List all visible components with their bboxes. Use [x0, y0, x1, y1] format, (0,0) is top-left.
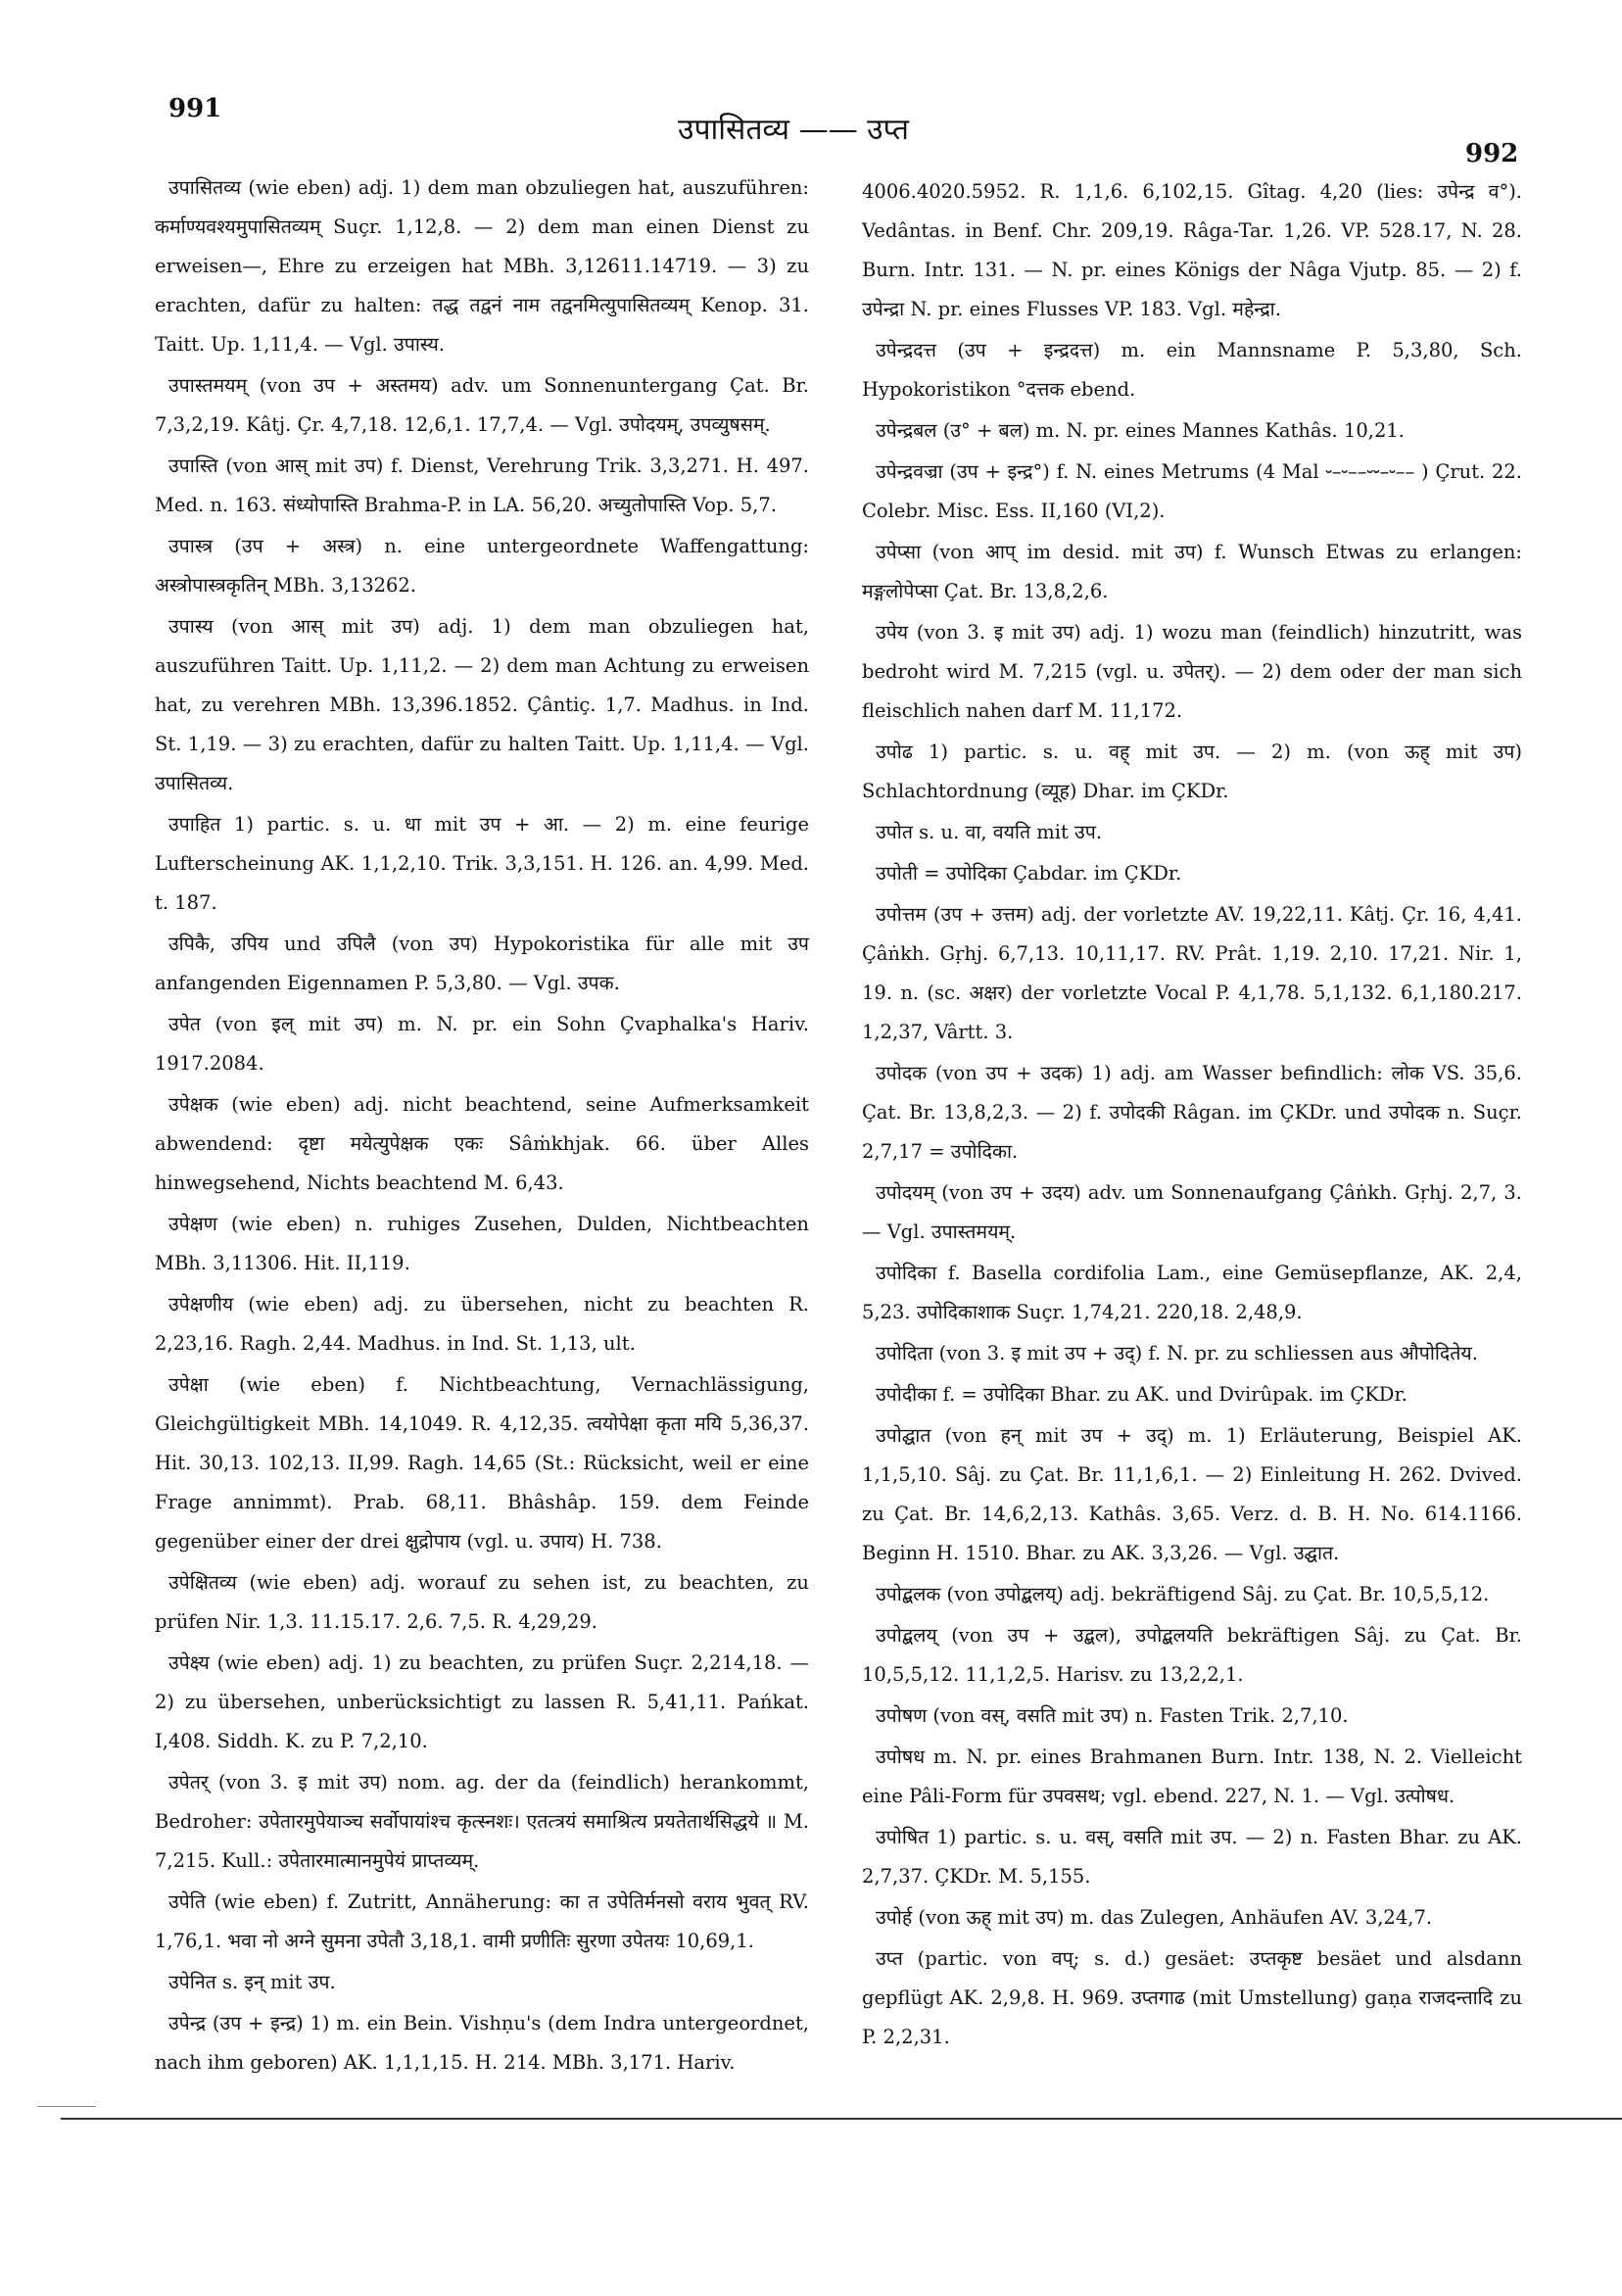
dictionary-entry: उपिकै, उपिय und उपिलै (von उप) Hypokoristika für alle mit उप anfangenden Eigennamen P. 5,3,80. — Vgl. उपक. [155, 933, 809, 994]
dictionary-entry: उपेक्षितव्य (wie eben) adj. worauf zu sehen ist, zu beachten, zu prüfen Nir. 1,3. 11.15.17. 2,6. 7,5. R. 4,29,29. [155, 1571, 809, 1633]
dictionary-entry: उपेन्द्रबल (उ° + बल) m. N. pr. eines Mannes Kathâs. 10,21. [876, 419, 1405, 442]
dictionary-entry: उपेत (von इल् mit उप) m. N. pr. ein Sohn Çvaphalka's Hariv. 1917.2084. [155, 1013, 809, 1075]
dictionary-entry: उपेति (wie eben) f. Zutritt, Annäherung: का त उपेतिर्मनसो वराय भुवत् RV. 1,76,1. भवा नो अग्ने सुमना उपेतौ 3,18,1. वामी प्रणीतिः सुरणा उपेतयः 10,69,1. [155, 1890, 809, 1952]
bottom-rule [61, 2118, 1622, 2120]
dictionary-entry: उपास्य (von आस् mit उप) adj. 1) dem man obzuliegen hat, auszuführen Taitt. Up. 1,11,2. — 2) dem man Achtung zu erweisen hat, zu verehren MBh. 13,396.1852. Çântiç. 1,7. Madhus. in Ind. St. 1,19. — 3) zu erachten, dafür zu halten Taitt. Up. 1,11,4. — Vgl. उपासितव्य. [155, 615, 809, 794]
dictionary-entry: उपोदिता (von 3. इ mit उप + उद्) f. N. pr. zu schliessen aus औपोदितेय. [876, 1342, 1478, 1364]
dictionary-entry: उपोत s. u. वा, वयति mit उप. [876, 821, 1103, 843]
dictionary-entry: उपोढ 1) partic. s. u. वह् mit उप. — 2) m. (von ऊह् mit उप) Schlachtordnung (व्यूह) Dhar. im ÇKDr. [862, 741, 1522, 802]
dictionary-entry: उपेक्षक (wie eben) adj. nicht beachtend, seine Aufmerksamkeit abwendend: दृष्टा मयेत्युपेक्षक एकः Sâṁkhjak. 66. über Alles hinwegsehend, Nichts beachtend M. 6,43. [155, 1093, 809, 1194]
dictionary-entry: उपोद्बलक (von उपोद्बलय्) adj. bekräftigend Sâj. zu Çat. Br. 10,5,5,12. [876, 1583, 1490, 1605]
dictionary-entry: उपेन्द्र (उप + इन्द्र) 1) m. ein Bein. Vishṇu's (dem Indra untergeordnet, nach ihm geboren) AK. 1,1,1,15. H. 214. MBh. 3,171. Hariv. [155, 2012, 809, 2074]
dictionary-entry: उपेक्षणीय (wie eben) adj. zu übersehen, nicht zu beachten R. 2,23,16. Ragh. 2,44. Madhus. in Ind. St. 1,13, ult. [155, 1293, 809, 1355]
dictionary-entry: उपोदक (von उप + उदक) 1) adj. am Wasser befindlich: लोक VS. 35,6. Çat. Br. 13,8,2,3. — 2) f. उपोदकी Râgan. im ÇKDr. und उपोदक n. Suçr. 2,7,17 = उपोदिका. [862, 1062, 1522, 1163]
dictionary-entry: उपेन्द्रदत्त (उप + इन्द्रदत्त) m. ein Mannsname P. 5,3,80, Sch. Hypokoristikon °दत्तक ebend. [862, 339, 1522, 401]
right-column [862, 172, 1522, 2059]
dictionary-entry: उपास्ति (von आस् mit उप) f. Dienst, Verehrung Trik. 3,3,271. H. 497. Med. n. 163. संध्योपास्ति Brahma-P. in LA. 56,20. अच्युतोपास्ति Vop. 5,7. [155, 454, 809, 516]
dictionary-entry: उपाहित 1) partic. s. u. धा mit उप + आ. — 2) m. eine feurige Lufterscheinung AK. 1,1,2,10. Trik. 3,3,151. H. 126. an. 4,99. Med. t. 187. [155, 813, 809, 914]
running-head: उपासितव्य —— उप्त [678, 113, 909, 147]
dictionary-entry: उपोषध m. N. pr. eines Brahmanen Burn. Intr. 138, N. 2. Vielleicht eine Pâli-Form für उपवसथ; vgl. ebend. 227, N. 1. — Vgl. उत्पोषध. [862, 1746, 1522, 1807]
dictionary-entry: 4006.4020.5952. R. 1,1,6. 6,102,15. Gîtag. 4,20 (lies: उपेन्द्र व°). Vedântas. in Benf. Chr. 209,19. Râga-Tar. 1,26. VP. 528.17, N. 28. Burn. Intr. 131. — N. pr. eines Königs der Nâga Vjutp. 85. — 2) f. उपेन्द्रा N. pr. eines Flusses VP. 183. Vgl. महेन्द्रा. [862, 180, 1522, 320]
dictionary-entry: उपेक्षण (wie eben) n. ruhiges Zusehen, Dulden, Nichtbeachten MBh. 3,11306. Hit. II,119. [155, 1213, 809, 1274]
scan-edge-mark [37, 2106, 96, 2107]
dictionary-entry: उपेतर् (von 3. इ mit उप) nom. ag. der da (feindlich) herankommt, Bedroher: उपेतारमुपेयाञ्च सर्वोपायांश्च कृत्स्नशः। एतत्त्रयं समाश्रित्य प्रयतेतार्थसिद्धये ॥ M. 7,215. Kull.: उपेतारमात्मानमुपेयं प्राप्तव्यम्. [155, 1771, 809, 1872]
dictionary-entry: उपेप्सा (von आप् im desid. mit उप) f. Wunsch Etwas zu erlangen: मङ्गलोपेप्सा Çat. Br. 13,8,2,6. [862, 541, 1522, 602]
dictionary-entry: उपासितव्य (wie eben) adj. 1) dem man obzuliegen hat, auszuführen: कर्माण्यवश्यमुपासितव्यम् Suçr. 1,12,8. — 2) dem man einen Dienst zu erweisen—, Ehre zu erzeigen hat MBh. 3,12611.14719. — 3) zu erachten, dafür zu halten: तद्ध तद्वनं नाम तद्वनमित्युपासितव्यम् Kenop. 31. Taitt. Up. 1,11,4. — Vgl. उपास्य. [155, 176, 809, 356]
dictionary-entry: उपोर्ह (von ऊह् mit उप) m. das Zulegen, Anhäufen AV. 3,24,7. [876, 1906, 1433, 1929]
page-number-left: 991 [168, 94, 222, 123]
left-column [155, 168, 809, 2084]
dictionary-entry: उपेक्ष्य (wie eben) adj. 1) zu beachten, zu prüfen Suçr. 2,214,18. — 2) zu übersehen, unberücksichtigt zu lassen R. 5,41,11. Pańkat. I,408. Siddh. K. zu P. 7,2,10. [155, 1651, 809, 1752]
dictionary-entry: उपेन्द्रवज्रा (उप + इन्द्र°) f. N. eines Metrums (4 Mal ⏑–⏑––⏑⏑–⏑–– ) Çrut. 22. Colebr. Misc. Ess. II,160 (VI,2). [862, 460, 1522, 522]
dictionary-entry: उपोदयम् (von उप + उदय) adv. um Sonnenaufgang Çâṅkh. Gṛhj. 2,7, 3. — Vgl. उपास्तमयम्. [862, 1181, 1522, 1243]
dictionary-entry: उपेय (von 3. इ mit उप) adj. 1) wozu man (feindlich) hinzutritt, was bedroht wird M. 7,215 (vgl. u. उपेतर्). — 2) dem oder der man sich fleischlich nahen darf M. 11,172. [862, 621, 1522, 722]
dictionary-entry: उपेनित s. इन् mit उप. [168, 1971, 336, 1993]
dictionary-entry: उपोदीका f. = उपोदिका Bhar. zu AK. und Dvirûpak. im ÇKDr. [876, 1383, 1407, 1406]
dictionary-entry: उपेक्षा (wie eben) f. Nichtbeachtung, Vernachlässigung, Gleichgültigkeit MBh. 14,1049. R. 4,12,35. त्वयोपेक्षा कृता मयि 5,36,37. Hit. 30,13. 102,13. II,99. Ragh. 14,65 (St.: Rücksicht, weil er eine Frage annimmt). Prab. 68,11. Bhâshâp. 159. dem Feinde gegenüber einer der drei क्षुद्रोपाय (vgl. u. उपाय) H. 738. [155, 1373, 809, 1553]
dictionary-entry: उपोदिका f. Basella cordifolia Lam., eine Gemüsepflanze, AK. 2,4, 5,23. उपोदिकाशाक Suçr. 1,74,21. 220,18. 2,48,9. [862, 1262, 1522, 1323]
dictionary-entry: उपोद्बलय् (von उप + उद्बल), उपोद्बलयति bekräftigen Sâj. zu Çat. Br. 10,5,5,12. 11,1,2,5. Harisv. zu 13,2,2,1. [862, 1624, 1522, 1686]
dictionary-entry: उपास्त्र (उप + अस्त्र) n. eine untergeordnete Waffengattung: अस्त्रोपास्त्रकृतिन् MBh. 3,13262. [155, 535, 809, 597]
dictionary-entry: उपोती = उपोदिका Çabdar. im ÇKDr. [876, 862, 1182, 885]
dictionary-entry: उपास्तमयम् (von उप + अस्तमय) adv. um Sonnenuntergang Çat. Br. 7,3,2,19. Kâtj. Çr. 4,7,18. 12,6,1. 17,7,4. — Vgl. उपोदयम्, उपव्युषसम्. [155, 374, 809, 436]
dictionary-entry: उपोद्घात (von हन् mit उप + उद्) m. 1) Erläuterung, Beispiel AK. 1,1,5,10. Sâj. zu Çat. Br. 11,1,6,1. — 2) Einleitung H. 262. Dvived. zu Çat. Br. 14,6,2,13. Kathâs. 3,65. Verz. d. B. H. No. 614.1166. Beginn H. 1510. Bhar. zu AK. 3,3,26. — Vgl. उद्घात. [862, 1424, 1522, 1564]
dictionary-entry: उपोत्तम (उप + उत्तम) adj. der vorletzte AV. 19,22,11. Kâtj. Çr. 16, 4,41. Çâṅkh. Gṛhj. 6,7,13. 10,11,17. RV. Prât. 1,19. 2,10. 17,21. Nir. 1, 19. n. (sc. अक्षर) der vorletzte Vocal P. 4,1,78. 5,1,132. 6,1,180.217. 1,2,37, Vârtt. 3. [862, 903, 1522, 1043]
dictionary-entry: उप्त (partic. von वप्; s. d.) gesäet: उप्तकृष्ट besäet und alsdann gepflügt AK. 2,9,8. H. 969. उप्तगाढ (mit Umstellung) gaṇa राजदन्तादि zu P. 2,2,31. [862, 1947, 1522, 2048]
page-number-right: 992 [1465, 139, 1519, 168]
dictionary-entry: उपोषित 1) partic. s. u. वस्, वसति mit उप. — 2) n. Fasten Bhar. zu AK. 2,7,37. ÇKDr. M. 5,155. [862, 1826, 1522, 1888]
dictionary-entry: उपोषण (von वस्, वसति mit उप) n. Fasten Trik. 2,7,10. [876, 1704, 1349, 1727]
